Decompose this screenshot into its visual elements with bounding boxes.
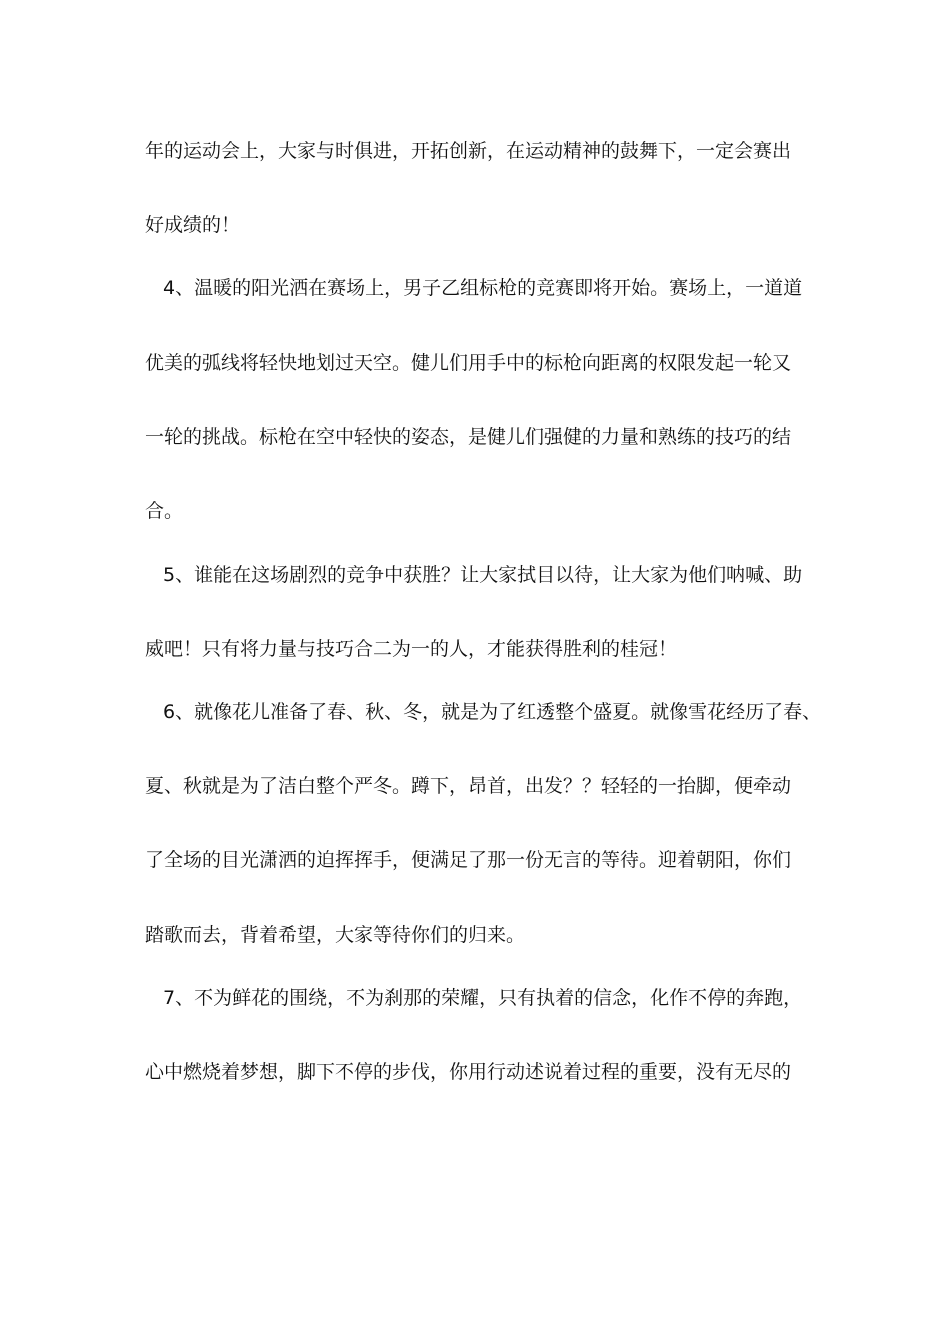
paragraph-line: 踏歌而去，背着希望，大家等待你们的归来。	[145, 924, 526, 946]
paragraph-line: 优美的弧线将轻快地划过天空。健儿们用手中的标枪向距离的权限发起一轮又	[145, 352, 792, 374]
paragraph-line: 合。	[145, 500, 184, 522]
paragraph-line: 夏、秋就是为了洁白整个严冬。蹲下，昂首，出发？？轻轻的一抬脚，便牵动	[145, 775, 792, 797]
paragraph-line: 4、温暖的阳光洒在赛场上，男子乙组标枪的竞赛即将开始。赛场上，一道道	[163, 277, 803, 299]
paragraph-line: 年的运动会上，大家与时俱进，开拓创新，在运动精神的鼓舞下，一定会赛出	[145, 140, 792, 162]
paragraph-line: 了全场的目光潇洒的迫挥挥手，便满足了那一份无言的等待。迎着朝阳，你们	[145, 849, 792, 871]
paragraph-line: 好成绩的！	[145, 214, 241, 236]
paragraph-line: 威吧！只有将力量与技巧合二为一的人，才能获得胜利的桂冠！	[145, 638, 678, 660]
paragraph-line: 心中燃烧着梦想，脚下不停的步伐，你用行动述说着过程的重要，没有无尽的	[145, 1061, 792, 1083]
paragraph-line: 一轮的挑战。标枪在空中轻快的姿态，是健儿们强健的力量和熟练的技巧的结	[145, 426, 792, 448]
paragraph-line: 6、就像花儿准备了春、秋、冬，就是为了红透整个盛夏。就像雪花经历了春、	[163, 701, 822, 723]
paragraph-line: 7、不为鲜花的围绕，不为刹那的荣耀，只有执着的信念，化作不停的奔跑，	[163, 987, 803, 1009]
paragraph-line: 5、谁能在这场剧烈的竞争中获胜？让大家拭目以待，让大家为他们呐喊、助	[163, 564, 803, 586]
